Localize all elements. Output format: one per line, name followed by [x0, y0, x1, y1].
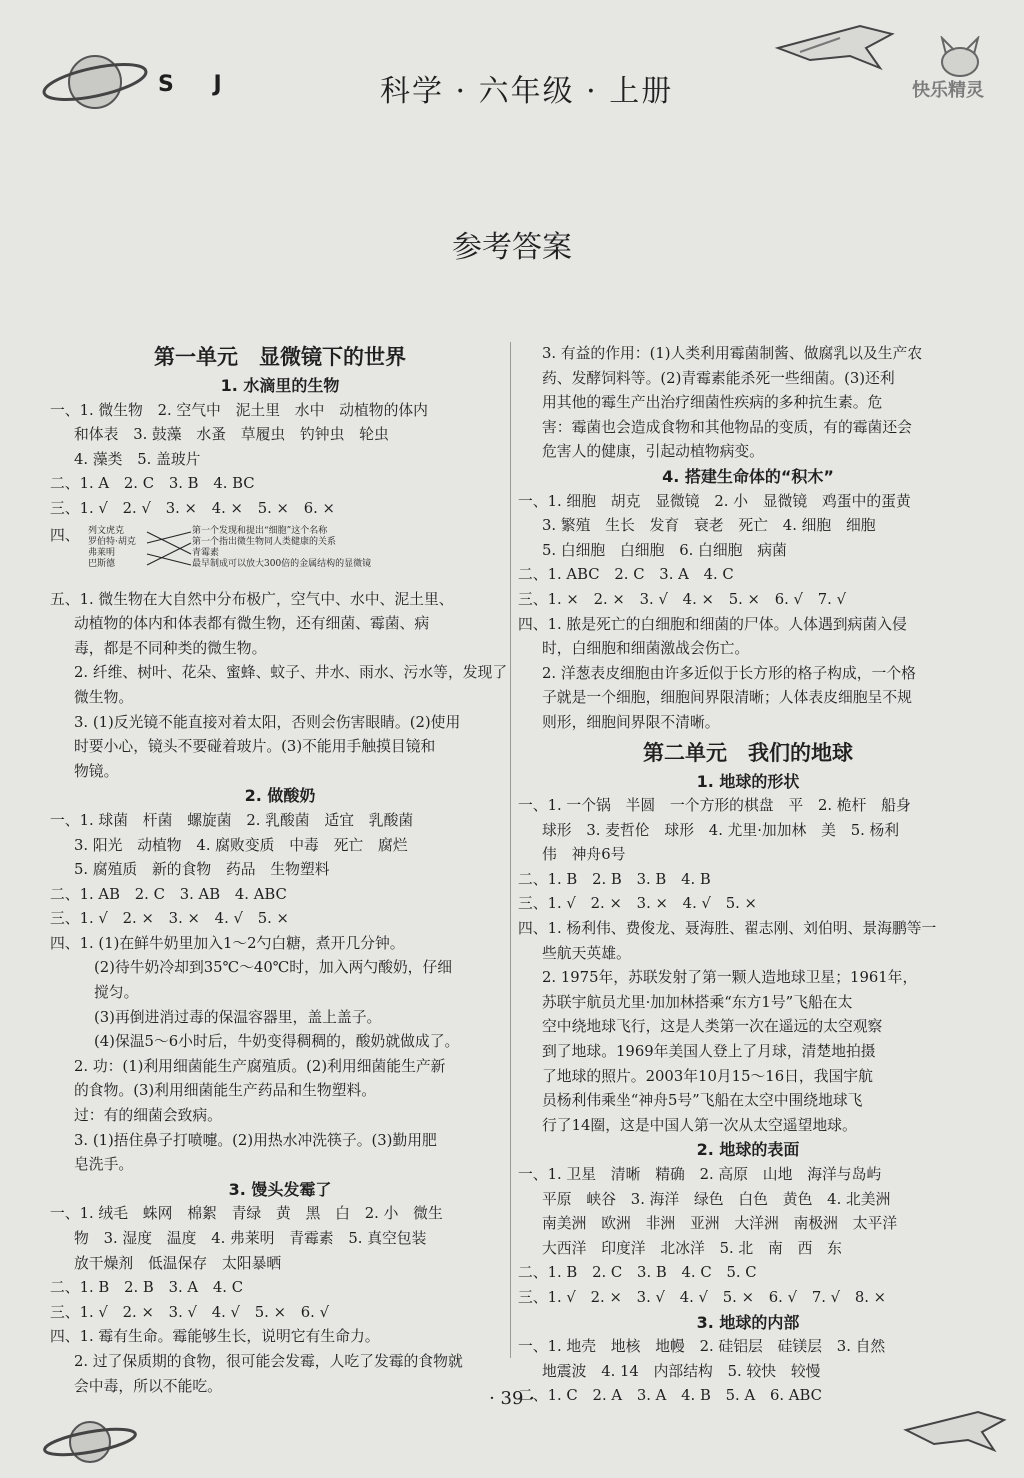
answer-line: (2)待牛奶冷却到35℃～40℃时，加入两勺酸奶，仔细: [94, 959, 453, 977]
answer-line: 3. 繁殖 生长 发育 衰老 死亡 4. 细胞 细胞: [542, 517, 876, 535]
answer-line: 5. 白细胞 白细胞 6. 白细胞 病菌: [542, 541, 787, 559]
answer-line: 危害人的健康，引起动植物病变。: [542, 443, 764, 461]
answer-line: 放干燥剂 低温保存 太阳暴晒: [74, 1254, 282, 1272]
unit-1-title: 第一单元 显微镜下的世界: [154, 345, 406, 369]
answer-line: 皂洗手。: [74, 1156, 134, 1174]
answer-line: 2. 纤维、树叶、花朵、蜜蜂、蚊子、井水、雨水、污水等，发现了: [74, 664, 508, 682]
answer-line: 动植物的体内和体表都有微生物，还有细菌、霉菌、病: [74, 615, 430, 633]
answer-line: 2. 功：(1)利用细菌能生产腐殖质。(2)利用细菌能生产新: [74, 1057, 446, 1075]
lesson-r3-title: 3. 地球的内部: [696, 1312, 800, 1332]
unit-2-title: 第二单元 我们的地球: [643, 740, 853, 765]
answer-line: 会中毒，所以不能吃。: [74, 1377, 222, 1395]
answer-line: 时要小心，镜头不要碰着玻片。(3)不能用手触摸目镜和: [74, 738, 436, 756]
mascot-icon: [930, 36, 990, 80]
match-right-item: 青霉素: [192, 547, 220, 558]
answer-line: 一、1. 地壳 地核 地幔 2. 硅铝层 硅镁层 3. 自然: [518, 1338, 886, 1356]
lesson-r2-title: 2. 地球的表面: [696, 1140, 800, 1160]
answer-line: 四、1. 脓是死亡的白细胞和细菌的尸体。人体遇到病菌入侵: [518, 615, 907, 633]
header-title: 科学 · 六年级 · 上册: [380, 74, 674, 109]
answer-line: (3)再倒进消过毒的保温容器里，盖上盖子。: [94, 1008, 382, 1026]
match-left-item: 列文虎克: [88, 525, 125, 536]
answer-line: 2. 洋葱表皮细胞由许多近似于长方形的格子构成，一个格: [542, 664, 916, 682]
column-divider: [510, 342, 511, 1358]
answer-line: 二、1. ABC 2. C 3. A 4. C: [518, 566, 734, 584]
answer-line: 员杨利伟乘坐“神舟5号”飞船在太空中围绕地球飞: [542, 1092, 863, 1110]
planet-icon: [40, 1410, 140, 1470]
answer-line: 些航天英雄。: [542, 944, 631, 962]
match-right-item: 第一个指出微生物同人类健康的关系: [192, 536, 337, 547]
answer-line: 四、1. (1)在鲜牛奶里加入1～2勺白糖，煮开几分钟。: [50, 934, 405, 952]
matching-lines: [145, 524, 195, 572]
answer-line: 3. 有益的作用：(1)人类利用霉菌制酱、做腐乳以及生产农: [542, 345, 923, 362]
answer-line: 伟 神舟6号: [542, 846, 626, 864]
match-left-item: 巴斯德: [88, 558, 116, 569]
answer-line: 3. (1)捂住鼻子打喷嚏。(2)用热水冲洗筷子。(3)勤用肥: [74, 1131, 437, 1149]
answer-line: 三、1. √ 2. × 3. √ 4. √ 5. × 6. √ 7. √ 8. ×: [518, 1288, 887, 1306]
answer-line: 三、1. √ 2. × 3. √ 4. √ 5. × 6. √: [50, 1303, 330, 1321]
answer-line: 三、1. × 2. × 3. √ 4. × 5. × 6. √ 7. √: [518, 590, 847, 608]
answer-line: 一、1. 细胞 胡克 显微镜 2. 小 显微镜 鸡蛋中的蛋黄: [518, 492, 911, 510]
answer-line: 毒，都是不同种类的微生物。: [74, 639, 267, 657]
lesson-r1-title: 1. 地球的形状: [696, 771, 800, 791]
answer-line: 物 3. 湿度 温度 4. 弗莱明 青霉素 5. 真空包装: [74, 1230, 427, 1247]
answer-line: 南美洲 欧洲 非洲 亚洲 大洋洲 南极洲 太平洋: [542, 1215, 898, 1233]
match-left-item: 罗伯特·胡克: [88, 536, 136, 547]
answer-line: 过：有的细菌会致病。: [74, 1107, 222, 1125]
answer-line: 地震波 4. 14 内部结构 5. 较快 较慢: [542, 1362, 821, 1380]
answer-line: 微生物。: [74, 688, 134, 706]
answer-line: 物镜。: [74, 762, 119, 780]
answer-line: 三、1. √ 2. √ 3. × 4. × 5. × 6. ×: [50, 499, 335, 517]
lesson-2-title: 2. 做酸奶: [244, 786, 316, 806]
match-right-item: 第一个发现和提出“细胞”这个名称: [192, 525, 328, 536]
answer-line: 4. 藻类 5. 盖玻片: [74, 450, 201, 468]
answer-line: (4)保温5～6小时后，牛奶变得稠稠的，酸奶就做成了。: [94, 1033, 460, 1051]
right-column: [518, 342, 978, 1409]
answer-line: 空中绕地球飞行，这是人类第一次在遥远的太空观察: [542, 1018, 883, 1036]
document-title: 参考答案: [452, 230, 572, 265]
answer-line: 3. (1)反光镜不能直接对着太阳，否则会伤害眼睛。(2)使用: [74, 713, 461, 731]
brand-logo-text: 快乐精灵: [912, 80, 984, 101]
answer-line: 二、1. A 2. C 3. B 4. BC: [50, 475, 255, 493]
answer-line: 3. 阳光 动植物 4. 腐败变质 中毒 死亡 腐烂: [74, 836, 408, 854]
answer-line: 二、1. B 2. B 3. A 4. C: [50, 1279, 244, 1297]
answer-line: 二、1. B 2. B 3. B 4. B: [518, 870, 711, 888]
answer-line: 二、1. AB 2. C 3. AB 4. ABC: [50, 885, 287, 903]
answer-line: 一、1. 卫星 清晰 精确 2. 高原 山地 海洋与岛屿: [518, 1166, 882, 1183]
answer-line: 2. 1975年，苏联发射了第一颗人造地球卫星；1961年，: [542, 969, 918, 987]
answer-line: 球形 3. 麦哲伦 球形 4. 尤里·加加林 美 5. 杨利: [542, 821, 900, 839]
answer-line: 一、1. 球菌 杆菌 螺旋菌 2. 乳酸菌 适宜 乳酸菌: [50, 811, 414, 829]
answer-line: 了地球的照片。2003年10月15～16日，我国宇航: [542, 1067, 873, 1085]
matching-label: 四、: [50, 526, 80, 544]
answer-line: 用其他的霉生产出治疗细菌性疾病的多种抗生素。危: [542, 394, 883, 412]
answer-line: 五、1. 微生物在大自然中分布极广，空气中、水中、泥土里、: [50, 590, 454, 608]
answer-line: 四、1. 杨利伟、费俊龙、聂海胜、翟志刚、刘伯明、景海鹏等一: [518, 920, 937, 938]
lesson-3-title: 3. 馒头发霉了: [228, 1179, 332, 1199]
lesson-1-title: 1. 水滴里的生物: [220, 376, 340, 395]
answer-line: 一、1. 绒毛 蛛网 棉絮 青绿 黄 黑 白 2. 小 微生: [50, 1205, 443, 1223]
planet-icon: [40, 40, 150, 120]
answer-line: 和体表 3. 鼓藻 水蚤 草履虫 钓钟虫 轮虫: [74, 426, 389, 444]
answer-line: 子就是一个细胞，细胞间界限清晰；人体表皮细胞呈不规: [542, 689, 912, 707]
match-left-item: 弗莱明: [88, 547, 116, 558]
answer-line: 的食物。(3)利用细菌能生产药品和生物塑料。: [74, 1082, 377, 1100]
answer-line: 平原 峡谷 3. 海洋 绿色 白色 黄色 4. 北美洲: [542, 1190, 891, 1208]
space-shuttle-icon: [900, 1400, 1010, 1460]
series-code: S J: [158, 72, 238, 97]
left-column: [50, 340, 510, 1399]
answer-line: 一、1. 微生物 2. 空气中 泥土里 水中 动植物的体内: [50, 401, 428, 419]
match-right-item: 最早制成可以放大300倍的金属结构的显微镜: [192, 558, 372, 569]
answer-line: 二、1. B 2. C 3. B 4. C 5. C: [518, 1264, 757, 1282]
answer-line: 大西洋 印度洋 北冰洋 5. 北 南 西 东: [542, 1239, 842, 1257]
answer-line: 行了14圈，这是中国人第一次从太空遥望地球。: [542, 1116, 857, 1134]
answer-line: 搅匀。: [94, 984, 139, 1002]
answer-line: 到了地球。1969年美国人登上了月球，清楚地拍摄: [542, 1043, 876, 1061]
answer-line: 药、发酵饲料等。(2)青霉素能杀死一些细菌。(3)还利: [542, 369, 895, 387]
answer-line: 害：霉菌也会造成食物和其他物品的变质，有的霉菌还会: [542, 418, 912, 436]
lesson-4-title: 4. 搭建生命体的“积木”: [662, 466, 834, 486]
page-header: [0, 0, 1024, 150]
space-shuttle-icon: [770, 8, 900, 78]
answer-line: 时，白细胞和细菌激战会伤亡。: [542, 640, 750, 658]
answer-line: 则形，细胞间界限不清晰。: [542, 713, 720, 731]
answer-line: 三、1. √ 2. × 3. × 4. √ 5. ×: [518, 895, 757, 913]
answer-line: 苏联宇航员尤里·加加林搭乘“东方1号”飞船在太: [542, 993, 853, 1011]
answer-line: 2. 过了保质期的食物，很可能会发霉，人吃了发霉的食物就: [74, 1352, 463, 1370]
answer-line: 三、1. √ 2. × 3. × 4. √ 5. ×: [50, 910, 289, 928]
answer-line: 5. 腐殖质 新的食物 药品 生物塑料: [74, 861, 330, 879]
answer-line: 二、1. C 2. A 3. A 4. B 5. A 6. ABC: [518, 1387, 822, 1405]
answer-line: 一、1. 一个锅 半圆 一个方形的棋盘 平 2. 桅杆 船身: [518, 797, 911, 815]
answer-line: 四、1. 霉有生命。霉能够生长，说明它有生命力。: [50, 1328, 380, 1346]
page-number: · 39 ·: [489, 1388, 535, 1409]
matching-question: [50, 522, 510, 588]
